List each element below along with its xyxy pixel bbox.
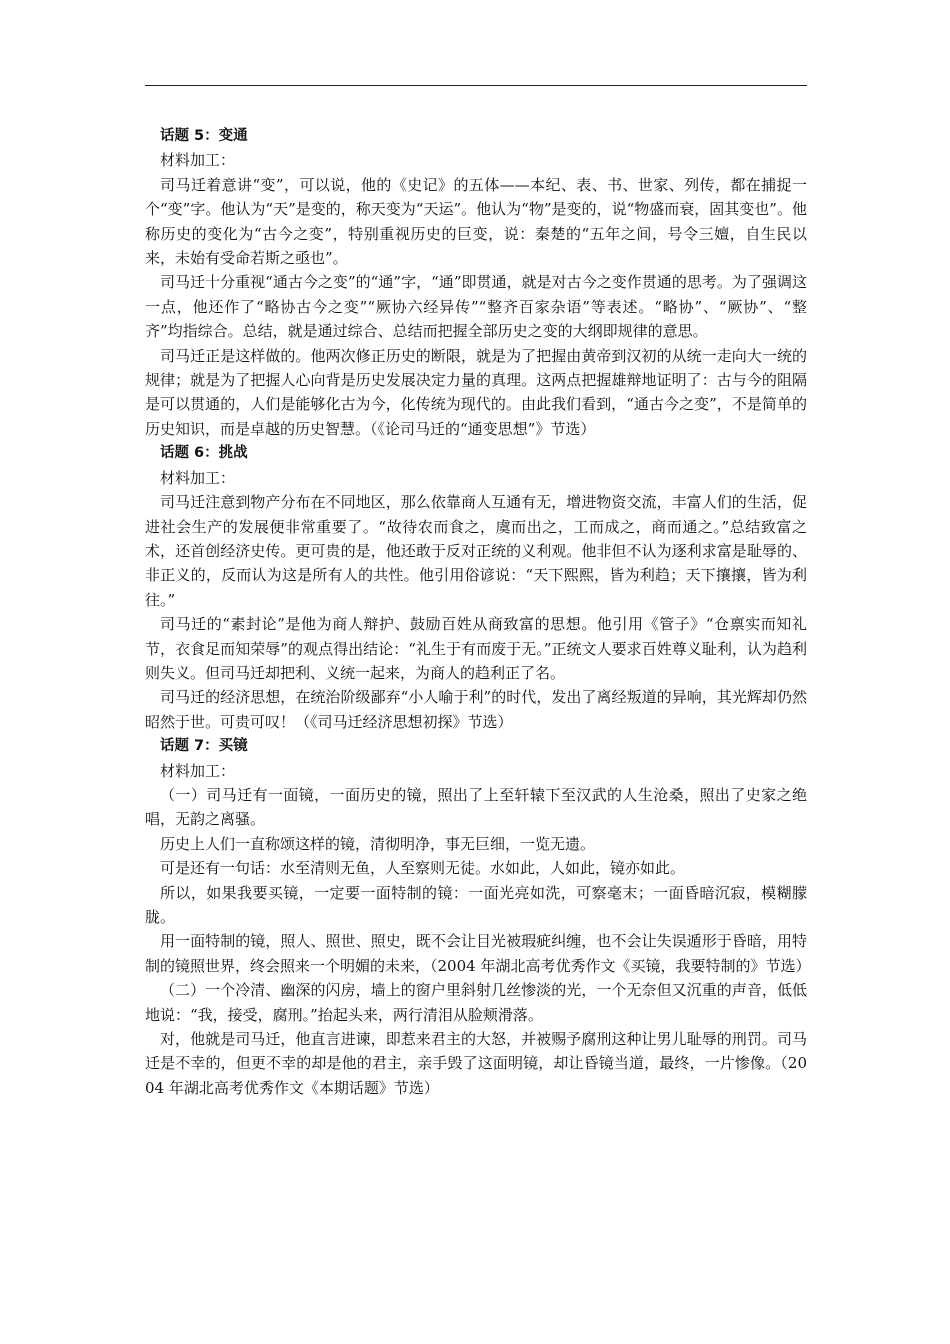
header-rule — [145, 85, 807, 86]
material-label: 材料加工： — [160, 151, 236, 170]
body-paragraph: 用一面特制的镜，照人、照世、照史，既不会让目光被瑕疵纠缠，也不会让失误遁形于昏暗，用特制的镜照世界，终会照来一个明媚的未来，（2004 年湖北高考优秀作文《买镜，我要特制的》节选） — [145, 932, 811, 975]
body-paragraph: 司马迁十分重视“通古今之变”的“通”字，“通”即贯通，就是对古今之变作贯通的思考。为了强调这一点，他还作了“略协古今之变”“厥协六经异传”“整齐百家杂语”等表述。“略协”、“厥协”、“整齐”均指综合。总结，就是通过综合、总结而把握全部历史之变的大纲即规律的意思。 — [145, 273, 807, 341]
body-paragraph: 历史上人们一直称颂这样的镜，清彻明净，事无巨细，一览无遗。 — [160, 834, 596, 853]
topic-heading: 话题 5：变通 — [160, 128, 248, 144]
body-paragraph: 司马迁着意讲“变”，可以说，他的《史记》的五体——本纪、表、书、世家、列传，都在捕捉一个“变”字。他认为“天”是变的，称天变为“天运”。他认为“物”是变的，说“物盛而衰，固其变也”。他称历史的变化为“古今之变”，特别重视历史的巨变，说：秦楚的“五年之间，号令三嬗，自生民以来，未始有受命若斯之亟也”。 — [145, 175, 807, 268]
topic-heading: 话题 6：挑战 — [160, 445, 248, 462]
body-paragraph: 司马迁正是这样做的。他两次修正历史的断限，就是为了把握由黄帝到汉初的从统一走向大一统的规律；就是为了把握人心向背是历史发展决定力量的真理。这两点把握雄辩地证明了：古与今的阻隔是可以贯通的，人们是能够化古为今，化传统为现代的。由此我们看到，“通古今之变”，不是简单的历史知识，而是卓越的历史智慧。（《论司马迁的“通变思想”》节选） — [145, 346, 807, 438]
body-paragraph: 可是还有一句话：水至清则无鱼，人至察则无徒。水如此，人如此，镜亦如此。 — [160, 859, 686, 878]
material-label: 材料加工： — [160, 468, 236, 487]
body-paragraph: （二）一个冷清、幽深的闪房，墙上的窗户里斜射几丝惨淡的光，一个无奈但又沉重的声音，低低地说：“我，接受，腐刑。”抬起头来，两行清泪从脸颊滑落。 — [145, 981, 807, 1024]
body-paragraph: 司马迁的“素封论”是他为商人辩护、鼓励百姓从商致富的思想。他引用《管子》“仓禀实而知礼节，衣食足而知荣辱”的观点得出结论：“礼生于有而废于无。”正统文人要求百姓尊义耻利，认为趋利则失义。但司马迁却把利、义统一起来，为商人的趋利正了名。 — [145, 615, 807, 682]
material-label: 材料加工： — [160, 761, 236, 780]
body-paragraph: （一）司马迁有一面镜，一面历史的镜，照出了上至轩辕下至汉武的人生沧桑，照出了史家之绝唱，无韵之离骚。 — [145, 785, 807, 829]
body-paragraph: 对，他就是司马迁，他直言进谏，即惹来君主的大怒，并被赐予腐刑这种让男儿耻辱的刑罚。司马迁是不幸的，但更不幸的却是他的君主，亲手毁了这面明镜，却让昏镜当道，最终，一片惨像。（2004 年湖北高考优秀作文《本期话题》节选） — [145, 1030, 807, 1097]
body-paragraph: 司马迁注意到物产分布在不同地区，那么依靠商人互通有无，增进物资交流，丰富人们的生活，促进社会生产的发展便非常重要了。“故待农而食之，虞而出之，工而成之，商而通之。”总结致富之术，还首创经济史传。更可贵的是，他还敢于反对正统的义利观。他非但不认为逐利求富是耻辱的、非正义的，反而认为这是所有人的共性。他引用俗谚说：“天下熙熙，皆为利趋；天下攘攘，皆为利往。” — [145, 493, 807, 609]
body-paragraph: 司马迁的经济思想，在统治阶级鄙弃“小人喻于利”的时代，发出了离经叛道的异响，其光辉却仍然昭然于世。可贵可叹！（《司马迁经济思想初探》节选） — [145, 688, 807, 731]
body-paragraph: 所以，如果我要买镜，一定要一面特制的镜：一面光亮如洗，可察毫末；一面昏暗沉寂，模糊朦胧。 — [145, 883, 807, 926]
topic-heading: 话题 7：买镜 — [160, 738, 248, 755]
document-body — [145, 124, 811, 1100]
